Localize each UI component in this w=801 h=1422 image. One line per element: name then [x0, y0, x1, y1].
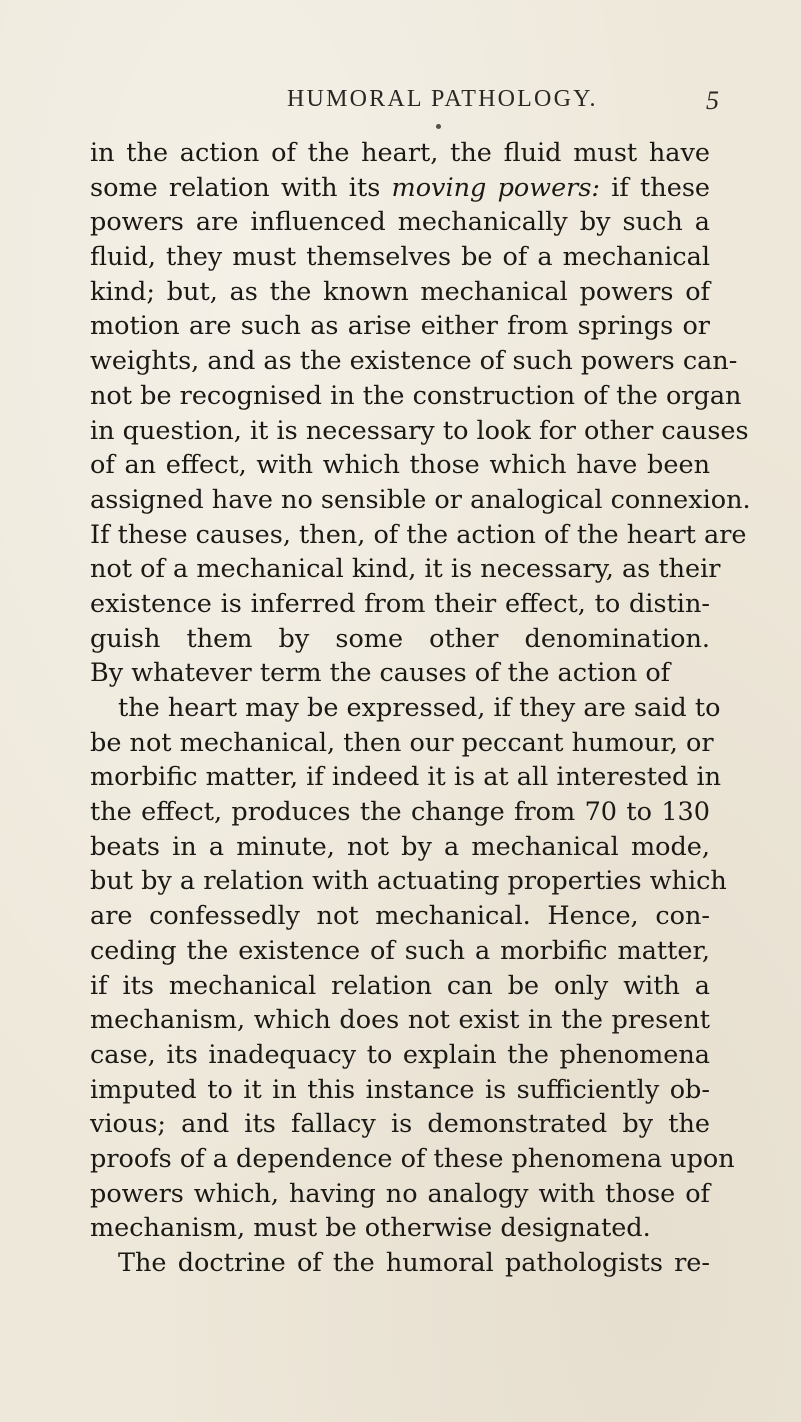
text-line: The doctrine of the humoral pathologists re- [118, 1248, 710, 1278]
text-line: vious; and its fallacy is demonstrated by the [90, 1109, 710, 1140]
text-segment: if these [611, 172, 710, 203]
text-line: imputed to it in this instance is sufficiently ob- [90, 1074, 710, 1105]
text-line: in the action of the heart, the fluid must have [90, 138, 710, 168]
printer-mark [436, 124, 441, 129]
emphasis-moving-powers: moving powers: [391, 172, 601, 203]
text-line: kind; but, as the known mechanical powers of [90, 276, 710, 307]
text-segment: some relation with its [90, 172, 381, 203]
text-line: the effect, produces the change from 70 to 130 [90, 797, 710, 828]
text-line: mechanism, must be otherwise designated. [90, 1213, 651, 1244]
text-line: case, its inadequacy to explain the phenomena [90, 1039, 710, 1070]
text-line: ceding the existence of such a morbific matter, [90, 935, 710, 966]
text-line: fluid, they must themselves be of a mechanical [90, 242, 710, 273]
text-line: not of a mechanical kind, it is necessary, as their [90, 554, 721, 585]
text-line: powers are influenced mechanically by such a [90, 207, 710, 238]
text-line: mechanism, which does not exist in the present [90, 1005, 710, 1036]
text-line: of an effect, with which those which have been [90, 450, 710, 481]
page-header [0, 86, 801, 126]
text-line: existence is inferred from their effect, to distin- [90, 588, 710, 619]
text-line: in question, it is necessary to look for other causes [90, 415, 749, 446]
body-text [90, 136, 751, 1281]
text-line: motion are such as arise either from springs or [90, 311, 710, 342]
text-line: By whatever term the causes of the action of [90, 658, 671, 689]
text-line: assigned have no sensible or analogical connexion. [90, 484, 751, 515]
text-line: not be recognised in the construction of the organ [90, 380, 742, 411]
text-line: but by a relation with actuating properties which [90, 866, 727, 897]
text-line: guish them by some other denomination. [90, 623, 710, 654]
text-line: beats in a minute, not by a mechanical mode, [90, 831, 710, 862]
text-line: morbific matter, if indeed it is at all interested in [90, 762, 722, 793]
text-line: proofs of a dependence of these phenomena upon [90, 1143, 735, 1174]
page-number: 5 [706, 86, 719, 115]
text-line: If these causes, then, of the action of the heart are [90, 519, 747, 550]
text-line: if its mechanical relation can be only with a [90, 970, 710, 1001]
text-line: are confessedly not mechanical. Hence, con- [90, 901, 710, 932]
running-head: HUMORAL PATHOLOGY. [287, 86, 598, 112]
text-line-with-emphasis [90, 171, 710, 206]
text-line: the heart may be expressed, if they are said to [118, 693, 721, 723]
text-line: weights, and as the existence of such powers can- [90, 346, 738, 377]
text-line: be not mechanical, then our peccant humour, or [90, 727, 714, 758]
text-line: powers which, having no analogy with those of [90, 1178, 710, 1209]
